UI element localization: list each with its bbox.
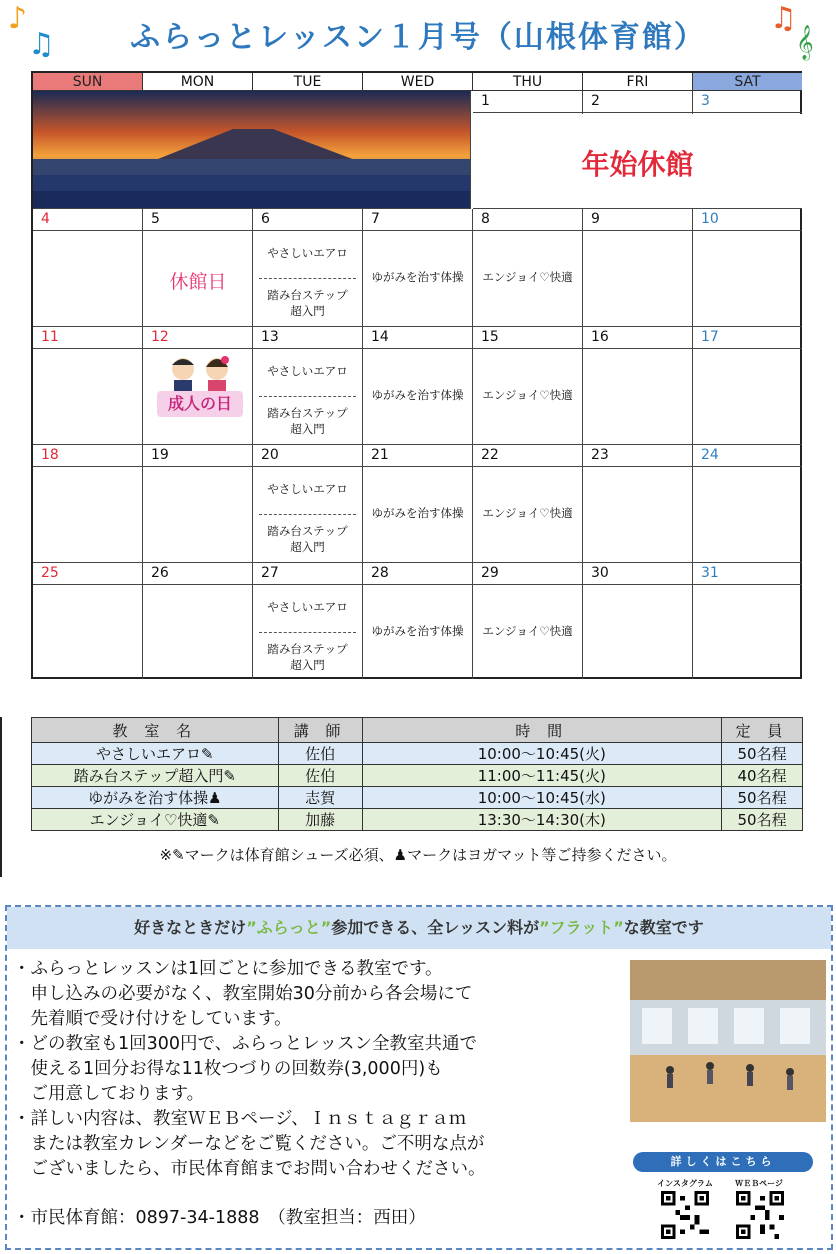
day-cell-30: [583, 563, 693, 679]
day-number: 10: [693, 209, 802, 231]
day-cell-22: [473, 445, 583, 563]
calendar: [31, 71, 802, 679]
text-line: 先着順で受け付けをしています。: [13, 1009, 292, 1029]
lesson-divider: [259, 514, 356, 515]
capacity: 50名程: [722, 743, 803, 765]
day-cell-27: [253, 563, 363, 679]
text-line: ・どの教室も1回300円で、ふらっとレッスン全教室共通で: [13, 1034, 478, 1054]
class-name: やさしいエアロ✎: [32, 743, 279, 765]
lesson-step-2: 超入門: [290, 422, 325, 436]
table-row: [32, 809, 803, 831]
day-cell-19: [143, 445, 253, 563]
weekday-tue: TUE: [253, 73, 363, 91]
lesson-divider: [259, 396, 356, 397]
day-number: 22: [473, 445, 582, 467]
lesson-enjoy: エンジョイ♡快適: [482, 388, 573, 402]
info-heading: [7, 907, 831, 949]
lesson-enjoy: エンジョイ♡快適: [482, 624, 573, 638]
capacity: 50名程: [722, 787, 803, 809]
day-cell-15: [473, 327, 583, 445]
legend-note: ※✎マークは体育館シューズ必須、♟マークはヨガマット等ご持参ください。: [159, 846, 677, 864]
music-note-icon: ♫: [28, 27, 55, 62]
day-number: 8: [473, 209, 582, 231]
lesson-step-2: 超入門: [290, 304, 325, 318]
text-line: 使える1回分お得な11枚つづりの回数券(3,000円)も: [13, 1059, 443, 1079]
closure-label: 年始休館: [581, 148, 694, 181]
day-cell-25: [33, 563, 143, 679]
seijin-label: 成人の日: [157, 391, 243, 417]
lesson-enjoy: エンジョイ♡快適: [482, 270, 573, 284]
day-number: 18: [33, 445, 142, 467]
day-cell-17: [693, 327, 802, 445]
day-number: 25: [33, 563, 142, 585]
time: 10:00〜10:45(火): [362, 743, 722, 765]
day-number: 16: [583, 327, 692, 349]
lesson-posture: ゆがみを治す体操: [371, 506, 464, 520]
info-paragraph-3: [13, 1107, 486, 1182]
day-cell-16: [583, 327, 693, 445]
sunrise-photo: [33, 91, 471, 209]
lesson-aerobics: やさしいエアロ: [267, 246, 348, 260]
day-cell-21: [363, 445, 473, 563]
weekday-mon: MON: [143, 73, 253, 91]
heading-highlight: ”ふらっと”: [246, 918, 332, 937]
teacher: 加藤: [278, 809, 362, 831]
web-qr-label: ＷＥＢページ: [735, 1179, 783, 1188]
treble-clef-icon: 𝄞: [796, 25, 814, 60]
day-number: 7: [363, 209, 472, 231]
day-number: 31: [693, 563, 802, 585]
day-number: 6: [253, 209, 362, 231]
teacher: 佐伯: [278, 765, 362, 787]
lesson-step-1: 踏み台ステップ: [267, 406, 348, 420]
day-number: 5: [143, 209, 252, 231]
day-number: 15: [473, 327, 582, 349]
day-cell-7: [363, 209, 473, 327]
lesson-posture: ゆがみを治す体操: [371, 270, 464, 284]
day-cell-28: [363, 563, 473, 679]
day-cell-5: [143, 209, 253, 327]
teacher: 佐伯: [278, 743, 362, 765]
day-cell-6: [253, 209, 363, 327]
weekday-fri: FRI: [583, 73, 693, 91]
text-line: 申し込みの必要がなく、教室開始30分前から各会場にて: [13, 984, 473, 1004]
weekday-sat: SAT: [693, 73, 802, 91]
text-line: ・詳しい内容は、教室ＷＥＢページ、Ｉｎｓｔａｇｒａｍ: [13, 1109, 467, 1129]
day-cell-20: [253, 445, 363, 563]
instagram-qr-icon[interactable]: [660, 1191, 710, 1239]
day-cell-29: [473, 563, 583, 679]
day-cell-12: [143, 327, 253, 445]
lesson-step-2: 超入門: [290, 540, 325, 554]
music-note-icon: ♪: [8, 1, 28, 36]
contact-line: ・市民体育館：0897-34-1888 （教室担当：西田）: [13, 1208, 426, 1228]
day-cell-26: [143, 563, 253, 679]
page-title: ふらっとレッスン１月号（山根体育館）: [130, 20, 706, 55]
lesson-step-1: 踏み台ステップ: [267, 642, 348, 656]
text-line: ・ふらっとレッスンは1回ごとに参加できる教室です。: [13, 959, 443, 979]
day-number: 23: [583, 445, 692, 467]
lesson-aerobics: やさしいエアロ: [267, 482, 348, 496]
lesson-posture: ゆがみを治す体操: [371, 388, 464, 402]
day-cell-8: [473, 209, 583, 327]
day-cell-9: [583, 209, 693, 327]
lesson-divider: [259, 632, 356, 633]
closed-day-label: 休館日: [169, 271, 227, 293]
header: [0, 0, 836, 70]
info-paragraph-2: [13, 1032, 477, 1107]
day-number: 20: [253, 445, 362, 467]
day-number: 11: [33, 327, 142, 349]
day-cell-18: [33, 445, 143, 563]
table-row: [32, 743, 803, 765]
lesson-aerobics: やさしいエアロ: [267, 364, 348, 378]
lesson-enjoy: エンジョイ♡快適: [482, 506, 573, 520]
lesson-divider: [259, 278, 356, 279]
heading-highlight: ”フラット”: [539, 918, 624, 937]
day-number: 12: [143, 327, 252, 349]
day-number: 1: [473, 91, 582, 113]
table-row: [32, 765, 803, 787]
day-cell-31: [693, 563, 802, 679]
table-header-row: [32, 718, 803, 743]
info-paragraph-1: [13, 957, 472, 1032]
time: 10:00〜10:45(水): [362, 787, 722, 809]
day-number: 26: [143, 563, 252, 585]
day-cell-23: [583, 445, 693, 563]
weekday-thu: THU: [473, 73, 583, 91]
time: 11:00〜11:45(火): [362, 765, 722, 787]
day-number: 4: [33, 209, 142, 231]
text-line: ご用意しております。: [13, 1084, 205, 1104]
text-line: ございましたら、市民体育館までお問い合わせください。: [13, 1159, 486, 1179]
day-number: 3: [693, 91, 802, 113]
class-name: ゆがみを治す体操♟: [32, 787, 279, 809]
day-cell-13: [253, 327, 363, 445]
lesson-posture: ゆがみを治す体操: [371, 624, 464, 638]
schedule-table: [31, 717, 803, 831]
day-number: 24: [693, 445, 802, 467]
day-number: 13: [253, 327, 362, 349]
day-number: 2: [583, 91, 692, 113]
table-row: [32, 787, 803, 809]
class-name: エンジョイ♡快適✎: [32, 809, 279, 831]
day-cell-4: [33, 209, 143, 327]
lesson-step-1: 踏み台ステップ: [267, 524, 348, 538]
day-number: 30: [583, 563, 692, 585]
class-name: 踏み台ステップ超入門✎: [32, 765, 279, 787]
weekday-wed: WED: [363, 73, 473, 91]
day-number: 19: [143, 445, 252, 467]
text-line: または教室カレンダーなどをご覧ください。ご不明な点が: [13, 1134, 485, 1154]
lesson-aerobics: やさしいエアロ: [267, 600, 348, 614]
day-number: 29: [473, 563, 582, 585]
day-number: 17: [693, 327, 802, 349]
music-note-icon: ♫: [770, 1, 797, 36]
day-number: 21: [363, 445, 472, 467]
teacher: 志賀: [278, 787, 362, 809]
info-box: [5, 905, 833, 1250]
time: 13:30〜14:30(木): [362, 809, 722, 831]
gym-photo: [630, 960, 826, 1122]
lesson-step-1: 踏み台ステップ: [267, 288, 348, 302]
capacity: 50名程: [722, 809, 803, 831]
day-number: 9: [583, 209, 692, 231]
day-cell-10: [693, 209, 802, 327]
heading-part: な教室です: [623, 918, 704, 937]
instagram-qr-label: インスタグラム: [657, 1179, 713, 1188]
header-teacher: 講 師: [278, 718, 362, 743]
day-number: 14: [363, 327, 472, 349]
day-cell-11: [33, 327, 143, 445]
capacity: 40名程: [722, 765, 803, 787]
day-number: 28: [363, 563, 472, 585]
heading-part: 好きなときだけ: [134, 918, 247, 937]
details-button[interactable]: 詳しくはこちら: [633, 1152, 813, 1172]
header-class-name: 教 室 名: [32, 718, 279, 743]
header-time: 時 間: [362, 718, 722, 743]
day-number: 27: [253, 563, 362, 585]
heading-part: 参加できる、全レッスン料が: [331, 918, 540, 937]
coming-of-age-illustration: [157, 351, 243, 419]
web-qr-icon[interactable]: [735, 1191, 785, 1239]
day-cell-24: [693, 445, 802, 563]
header-capacity: 定 員: [722, 718, 803, 743]
lesson-step-2: 超入門: [290, 658, 325, 672]
day-cell-14: [363, 327, 473, 445]
weekday-sun: SUN: [33, 73, 143, 91]
